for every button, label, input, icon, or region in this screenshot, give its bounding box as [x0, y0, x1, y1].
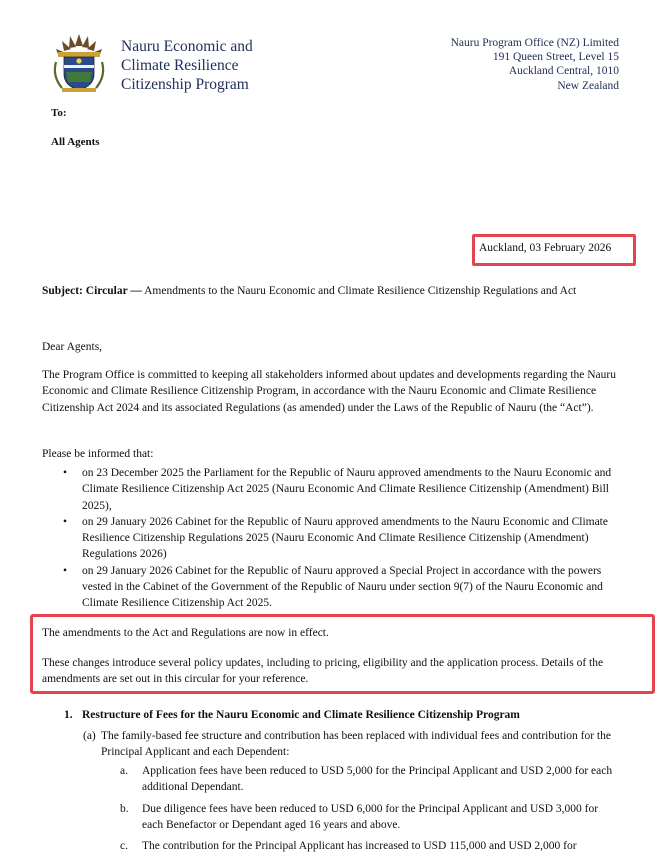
announcement-list	[42, 465, 632, 612]
program-title-line3: Citizenship Program	[121, 76, 249, 93]
subject-line	[42, 285, 642, 297]
list-item-text: on 29 January 2026 Cabinet for the Republic of Nauru approved amendments to the Nauru Economic and Climate Resilience Citizenship Regulations 2025 (Nauru Economic And Climate Resilience Citizenship (Amendment) Regulations 2026)	[82, 515, 608, 561]
subject-text: Amendments to the Nauru Economic and Climate Resilience Citizenship Regulations and Act	[141, 285, 577, 297]
changes-notice: These changes introduce several policy updates, including to pricing, eligibility and the application process. Details of the amendments are set out in this circular for your reference.	[42, 657, 604, 686]
office-address	[451, 36, 619, 93]
salutation: Dear Agents,	[42, 341, 103, 353]
item-text: Due diligence fees have been reduced to USD 6,000 for the Principal Applicant and USD 3,000 for each Benefactor or Dependant aged 16 years and above.	[142, 802, 599, 831]
address-line3: Auckland Central, 1010	[508, 65, 619, 78]
item-mark: c.	[120, 840, 128, 853]
date-line: Auckland, 03 February 2026	[479, 242, 612, 254]
effect-notice: The amendments to the Act and Regulations are now in effect.	[42, 627, 329, 639]
program-title	[121, 37, 253, 94]
address-line4: New Zealand	[557, 79, 619, 92]
bullet-icon: •	[63, 515, 68, 528]
list-item	[42, 465, 632, 514]
subsection-a	[83, 728, 623, 761]
section-title: Restructure of Fees for the Nauru Economic and Climate Resilience Citizenship Program	[82, 709, 520, 721]
list-item	[120, 838, 620, 854]
section-number: 1.	[64, 709, 73, 721]
address-line2: 191 Queen Street, Level 15	[492, 51, 619, 64]
item-mark: b.	[120, 802, 129, 815]
list-item	[42, 514, 632, 563]
address-line1: Nauru Program Office (NZ) Limited	[450, 37, 619, 49]
nauru-coat-of-arms-icon	[50, 32, 108, 94]
list-item	[42, 563, 632, 612]
bullet-icon: •	[63, 467, 68, 479]
section-heading	[64, 709, 520, 721]
list-item	[120, 763, 620, 796]
item-text: Application fees have been reduced to USD 5,000 for the Principal Applicant and USD 2,000 for each additional Dependant.	[142, 765, 613, 794]
fee-items-list	[120, 763, 620, 855]
to-label: To:	[51, 107, 67, 119]
list-item-text: on 23 December 2025 the Parliament for the Republic of Nauru approved amendments to the Nauru Economic and Climate Resilience Citizenship Act 2025 (Nauru Economic And Climate Resilience Citizenship (Amendment) Bill 2025),	[82, 467, 612, 512]
bullet-icon: •	[63, 564, 68, 577]
list-item-text: on 29 January 2026 Cabinet for the Republic of Nauru approved a Special Project in accordance with the powers vested in the Cabinet of the Government of the Republic of Nauru under section 9(7) of the Nauru Economic and Climate Resilience Citizenship Act 2025.	[82, 564, 603, 610]
program-title-line2: Climate Resilience	[121, 57, 239, 74]
subject-type: Circular —	[85, 285, 142, 297]
program-title-line1: Nauru Economic and	[121, 38, 253, 55]
subsection-text: The family-based fee structure and contribution has been replaced with individual fees and contribution for the Principal Applicant and each Dependent:	[101, 730, 611, 759]
informed-intro: Please be informed that:	[42, 448, 154, 460]
subsection-mark: (a)	[83, 730, 96, 742]
item-mark: a.	[120, 765, 128, 777]
list-item	[120, 801, 620, 834]
intro-paragraph: The Program Office is committed to keeping all stakeholders informed about updates and developments regarding the Nauru Economic and Climate Resilience Citizenship Program, in accordance with the Nauru Economic and Climate Resilience Citizenship Act 2024 and its associated Regulations (as amended) under the Laws of the Republic of Nauru (the “Act”).	[42, 369, 616, 414]
subject-label: Subject:	[42, 285, 83, 297]
recipient-name: All Agents	[51, 136, 100, 148]
item-text: The contribution for the Principal Applicant has increased to USD 115,000 and USD 2,000 for	[142, 840, 577, 853]
